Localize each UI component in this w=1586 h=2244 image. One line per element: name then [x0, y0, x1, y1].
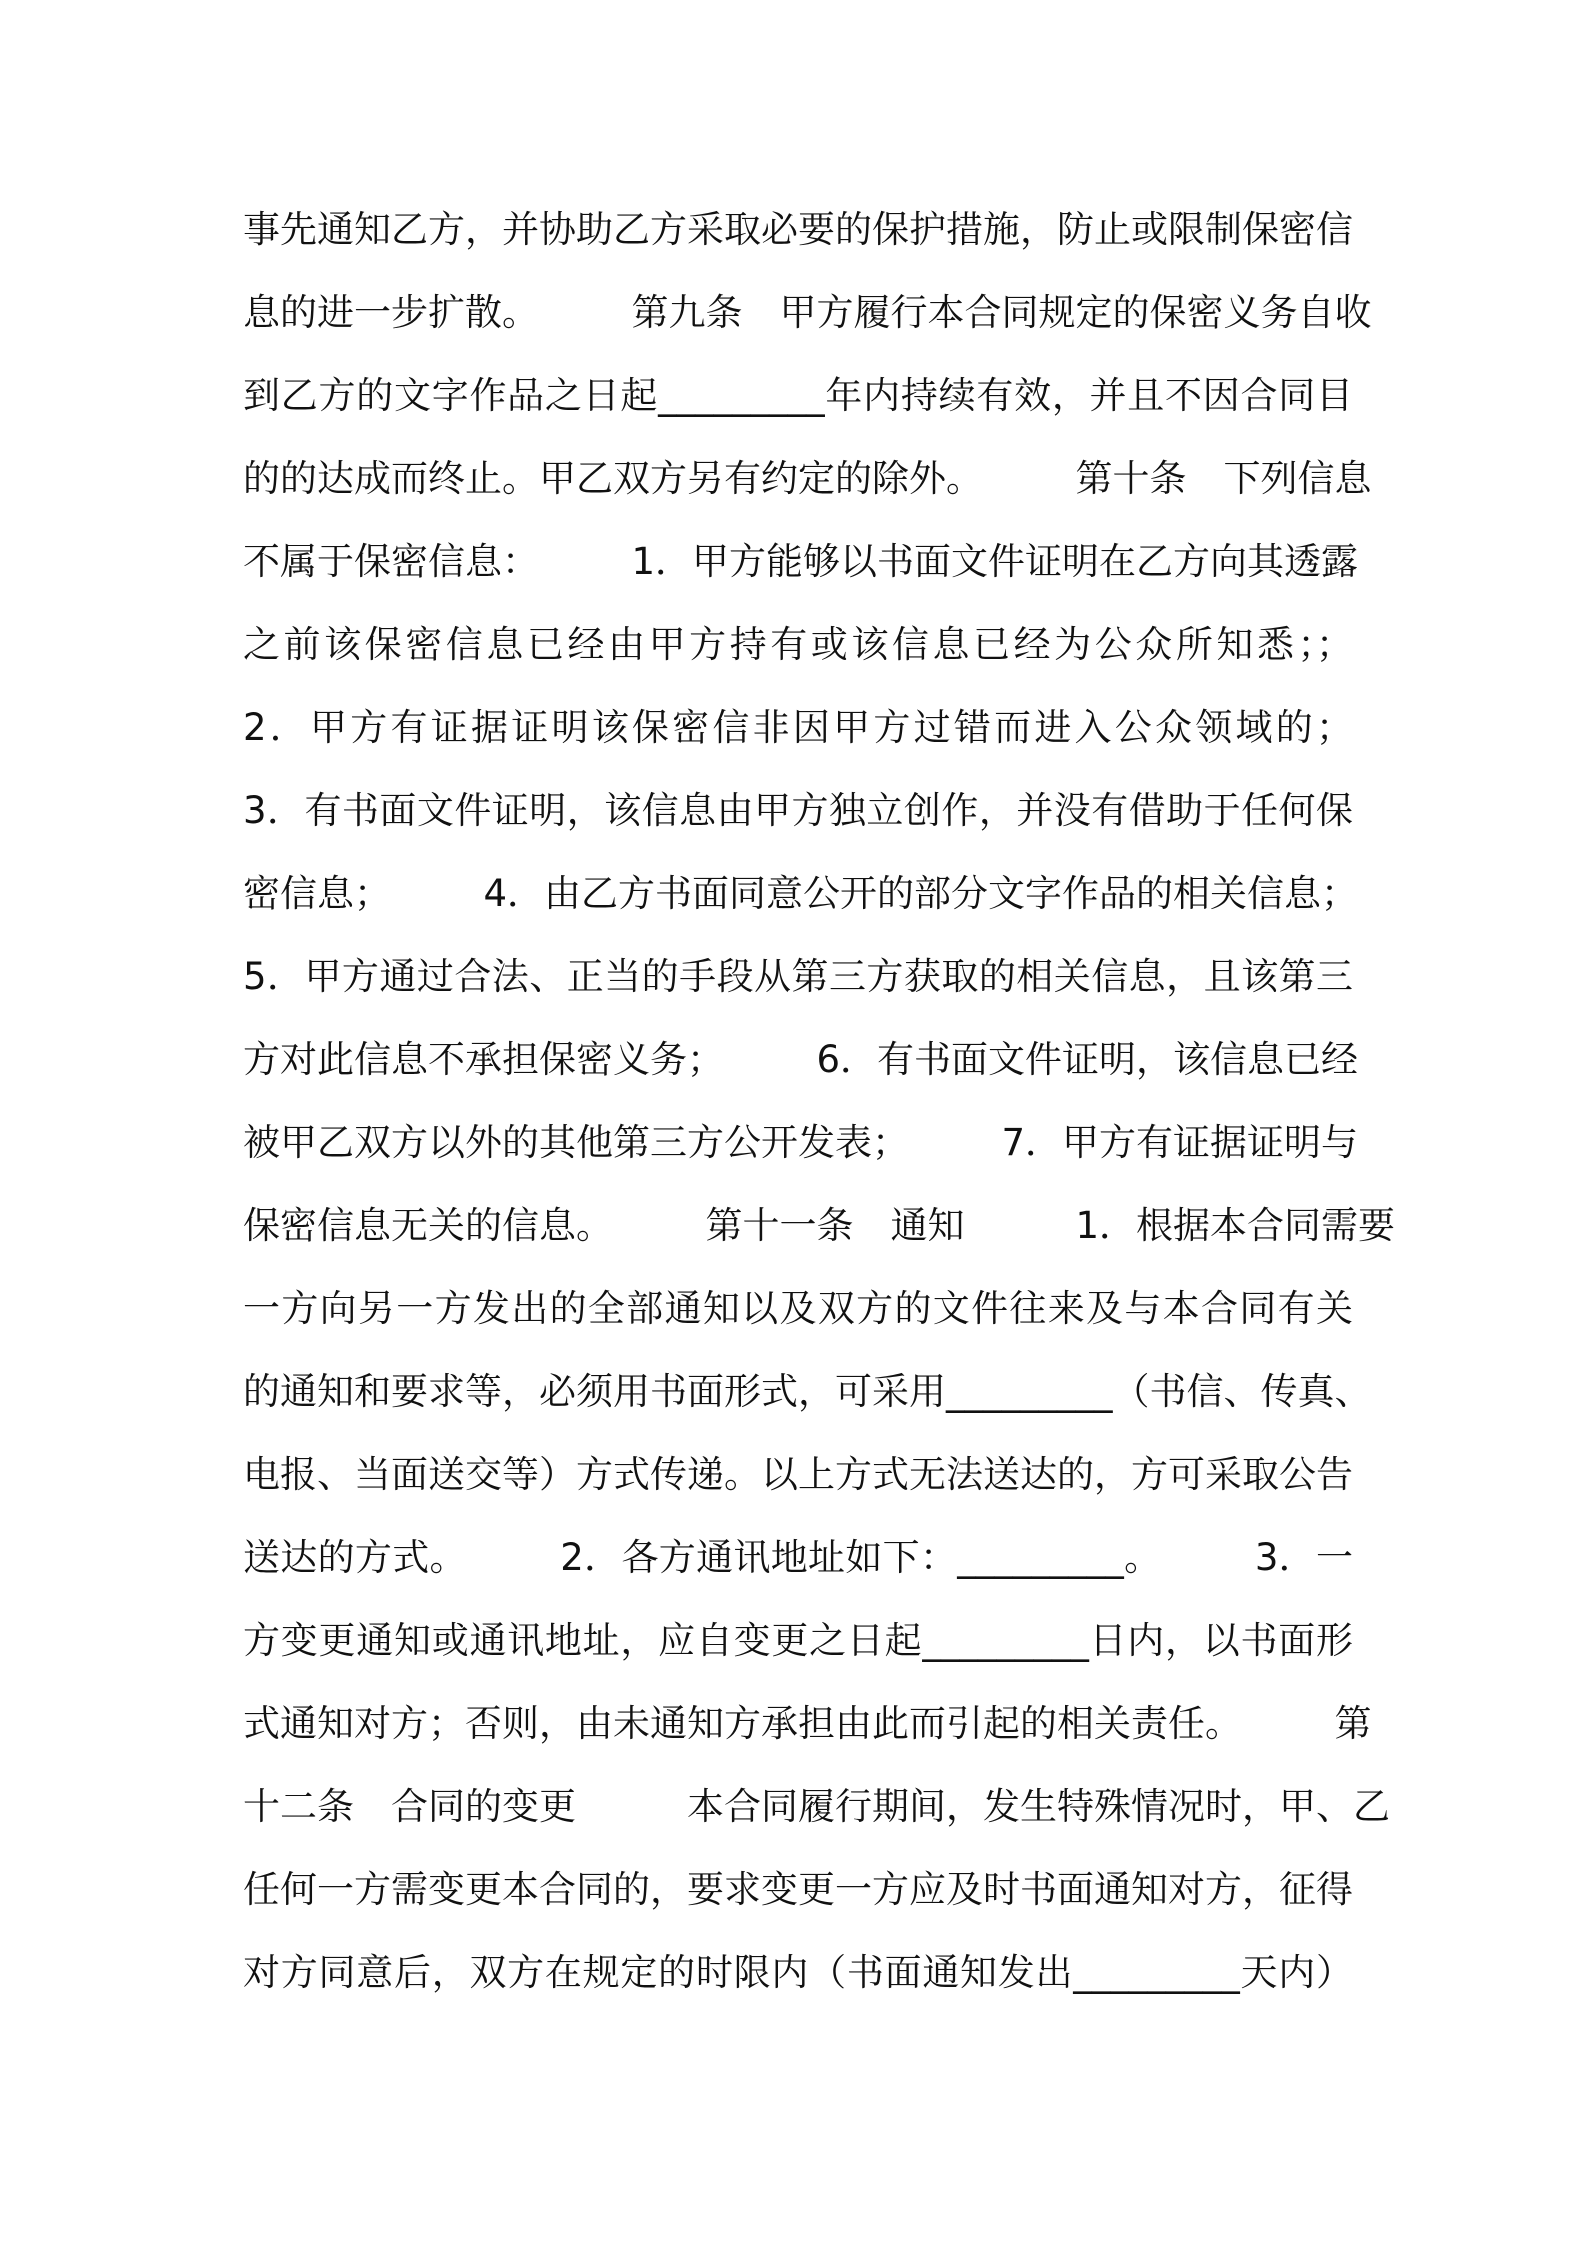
text-line: 被甲乙双方以外的其他第三方公开发表； 7．甲方有证据证明与: [243, 1121, 1359, 1164]
text-line: 之前该保密信息已经由甲方持有或该信息已经为公众所知悉；；: [243, 623, 1353, 666]
text-line: 对方同意后，双方在规定的时限内（书面通知发出_________天内）: [243, 1951, 1353, 1994]
text-line: 到乙方的文字作品之日起_________年内持续有效，并且不因合同目: [243, 374, 1353, 417]
text-line: 2．甲方有证据证明该保密信非因甲方过错而进入公众领域的；: [243, 706, 1353, 749]
text-line: 事先通知乙方，并协助乙方采取必要的保护措施，防止或限制保密信: [243, 208, 1353, 251]
text-line: 电报、当面送交等）方式传递。以上方式无法送达的，方可采取公告: [243, 1453, 1353, 1496]
text-line: 式通知对方；否则，由未通知方承担由此而引起的相关责任。 第: [243, 1702, 1372, 1745]
text-line: 的的达成而终止。甲乙双方另有约定的除外。 第十条 下列信息: [243, 457, 1372, 500]
text-line: 十二条 合同的变更 本合同履行期间，发生特殊情况时，甲、乙: [243, 1785, 1390, 1828]
text-line: 送达的方式。 2．各方通讯地址如下：_________。 3．一: [243, 1536, 1353, 1579]
text-line: 密信息； 4．由乙方书面同意公开的部分文字作品的相关信息；: [243, 872, 1359, 915]
contract-body-text: [243, 197, 1396, 2023]
text-line: 的通知和要求等，必须用书面形式，可采用_________（书信、传真、: [243, 1370, 1372, 1413]
text-line: 方对此信息不承担保密义务； 6．有书面文件证明，该信息已经: [243, 1038, 1359, 1081]
text-line: 息的进一步扩散。 第九条 甲方履行本合同规定的保密义务自收: [243, 291, 1372, 334]
text-line: 保密信息无关的信息。 第十一条 通知 1．根据本合同需要: [243, 1204, 1396, 1247]
text-line: 一方向另一方发出的全部通知以及双方的文件往来及与本合同有关: [243, 1287, 1353, 1330]
text-line: 任何一方需变更本合同的，要求变更一方应及时书面通知对方，征得: [243, 1868, 1353, 1911]
text-line: 方变更通知或通讯地址，应自变更之日起_________日内，以书面形: [243, 1619, 1353, 1662]
text-line: 5．甲方通过合法、正当的手段从第三方获取的相关信息，且该第三: [243, 955, 1353, 998]
text-line: 3．有书面文件证明，该信息由甲方独立创作，并没有借助于任何保: [243, 789, 1353, 832]
text-line: 不属于保密信息： 1．甲方能够以书面文件证明在乙方向其透露: [243, 540, 1359, 583]
